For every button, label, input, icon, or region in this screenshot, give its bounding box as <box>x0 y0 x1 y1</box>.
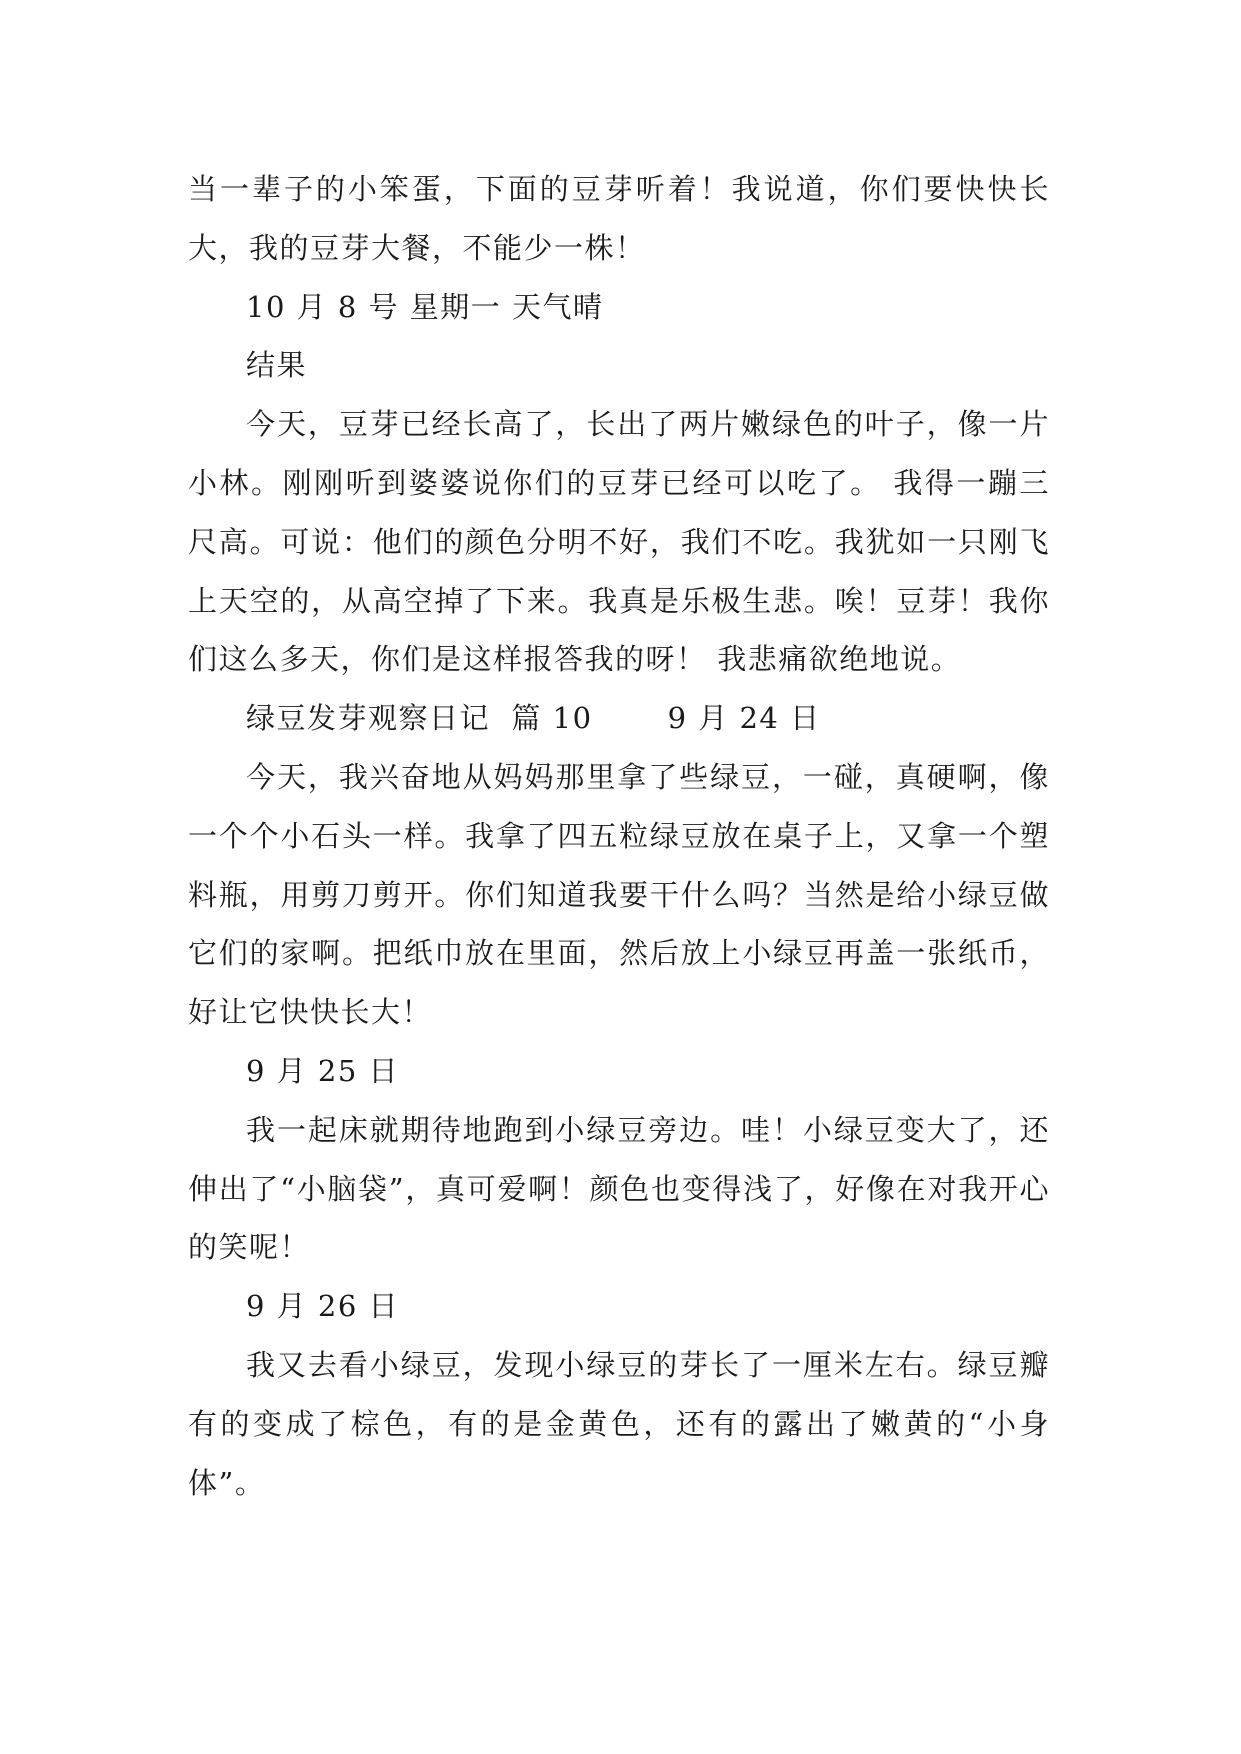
paragraph-sept-24: 今天，我兴奋地从妈妈那里拿了些绿豆，一碰，真硬啊，像一个个小石头一样。我拿了四五粒绿豆放在桌子上，又拿一个塑料瓶，用剪刀剪开。你们知道我要干什么吗？当然是给小绿豆做它们的家啊。把纸巾放在里面，然后放上小绿豆再盖一张纸币，好让它快快长大！ <box>188 759 1050 1030</box>
date-heading-oct-8: 10 月 8 号 星期一 天气晴 <box>246 289 604 324</box>
paragraph-continuation: 当一辈子的小笨蛋，下面的豆芽听着！我说道，你们要快快长大，我的豆芽大餐，不能少一株！ <box>188 172 1050 265</box>
paragraph-result: 今天，豆芽已经长高了，长出了两片嫩绿色的叶子，像一片小林。刚刚听到婆婆说你们的豆芽已经可以吃了。 我得一蹦三尺高。可说：他们的颜色分明不好，我们不吃。我犹如一只刚飞上天空的，从高空掉了下来。我真是乐极生悲。唉！豆芽！我你们这么多天，你们是这样报答我的呀！ 我悲痛欲绝地说。 <box>188 407 1050 677</box>
article-title-part-10: 绿豆发芽观察日记 篇 10 9 月 24 日 <box>246 701 821 736</box>
paragraph-sept-25: 我一起床就期待地跑到小绿豆旁边。哇！小绿豆变大了，还伸出了“小脑袋”，真可爱啊！颜色也变得浅了，好像在对我开心的笑呢！ <box>188 1112 1050 1265</box>
date-heading-sept-25: 9 月 25 日 <box>246 1053 400 1088</box>
paragraph-sept-26: 我又去看小绿豆，发现小绿豆的芽长了一厘米左右。绿豆瓣有的变成了棕色，有的是金黄色，还有的露出了嫩黄的“小身体”。 <box>188 1347 1050 1500</box>
document-body <box>188 160 1050 1512</box>
section-heading-result: 结果 <box>246 348 308 383</box>
date-heading-sept-26: 9 月 26 日 <box>246 1289 400 1324</box>
